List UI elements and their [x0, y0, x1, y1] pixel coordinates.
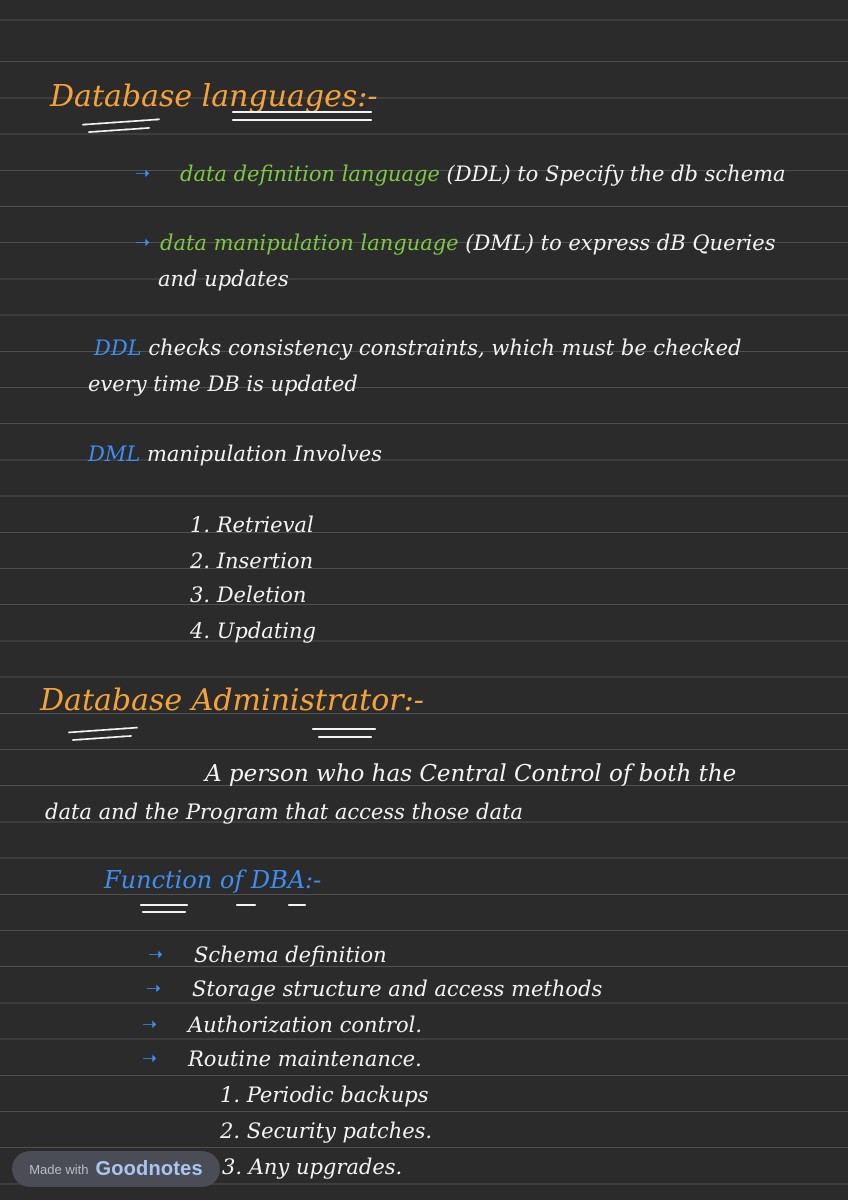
underline-mark — [142, 911, 186, 913]
badge-made-with-label: Made with — [29, 1161, 89, 1177]
underline-mark — [288, 904, 306, 906]
badge-brand-label: Goodnotes — [95, 1157, 203, 1180]
dml-note — [88, 441, 382, 467]
list-item-function: Authorization control. — [188, 1013, 423, 1037]
underline-mark — [236, 904, 256, 906]
arrow-right-icon: ➝ — [148, 944, 164, 965]
underline-mark — [72, 735, 132, 741]
heading-database-languages: Database languages:- — [50, 79, 378, 114]
dml-note-text: manipulation Involves — [146, 442, 382, 466]
list-item-operation: 2. Insertion — [190, 549, 314, 573]
arrow-right-icon: ➝ — [135, 232, 151, 253]
list-item-function: Routine maintenance. — [188, 1047, 422, 1071]
list-item-maintenance: 2. Security patches. — [220, 1119, 433, 1143]
arrow-right-icon: ➝ — [142, 1014, 158, 1035]
dba-definition-line1: A person who has Central Control of both the — [205, 761, 737, 787]
list-item-operation: 4. Updating — [190, 619, 316, 643]
ddl-highlight: data definition language — [180, 162, 440, 186]
ddl-description: (DDL) to Specify the db schema — [446, 162, 786, 186]
heading-functions-of-dba: Function of DBA:- — [104, 866, 322, 894]
underline-mark — [88, 127, 150, 133]
dml-description: (DML) to express dB Queries — [465, 231, 776, 255]
list-item-dml — [160, 230, 775, 256]
ddl-note — [94, 335, 742, 361]
underline-mark — [68, 727, 138, 734]
underline-mark — [140, 904, 188, 906]
list-item-function: Storage structure and access methods — [192, 977, 603, 1001]
list-item-maintenance: 1. Periodic backups — [220, 1083, 429, 1107]
ddl-note-continuation: every time DB is updated — [88, 372, 358, 396]
list-item-function: Schema definition — [194, 943, 387, 967]
heading-database-administrator: Database Administrator:- — [40, 683, 424, 718]
underline-mark — [318, 736, 372, 738]
list-item-maintenance: 3. Any upgrades. — [222, 1155, 403, 1179]
list-item-operation: 1. Retrieval — [190, 513, 314, 537]
underline-mark — [312, 728, 376, 730]
underline-mark — [82, 118, 160, 125]
made-with-goodnotes-badge[interactable] — [12, 1151, 220, 1187]
arrow-right-icon: ➝ — [142, 1048, 158, 1069]
dml-term: DML — [88, 442, 141, 466]
list-item-ddl — [180, 161, 786, 187]
list-item-operation: 3. Deletion — [190, 583, 307, 607]
ddl-note-text: checks consistency constraints, which must be checked — [148, 336, 742, 360]
dml-highlight: data manipulation language — [160, 231, 459, 255]
arrow-right-icon: ➝ — [135, 163, 151, 184]
underline-mark — [232, 111, 372, 113]
dml-continuation: and updates — [158, 267, 289, 291]
arrow-right-icon: ➝ — [146, 978, 162, 999]
underline-mark — [232, 119, 372, 121]
dba-definition-line2: data and the Program that access those data — [45, 800, 523, 824]
ddl-term: DDL — [94, 336, 142, 360]
